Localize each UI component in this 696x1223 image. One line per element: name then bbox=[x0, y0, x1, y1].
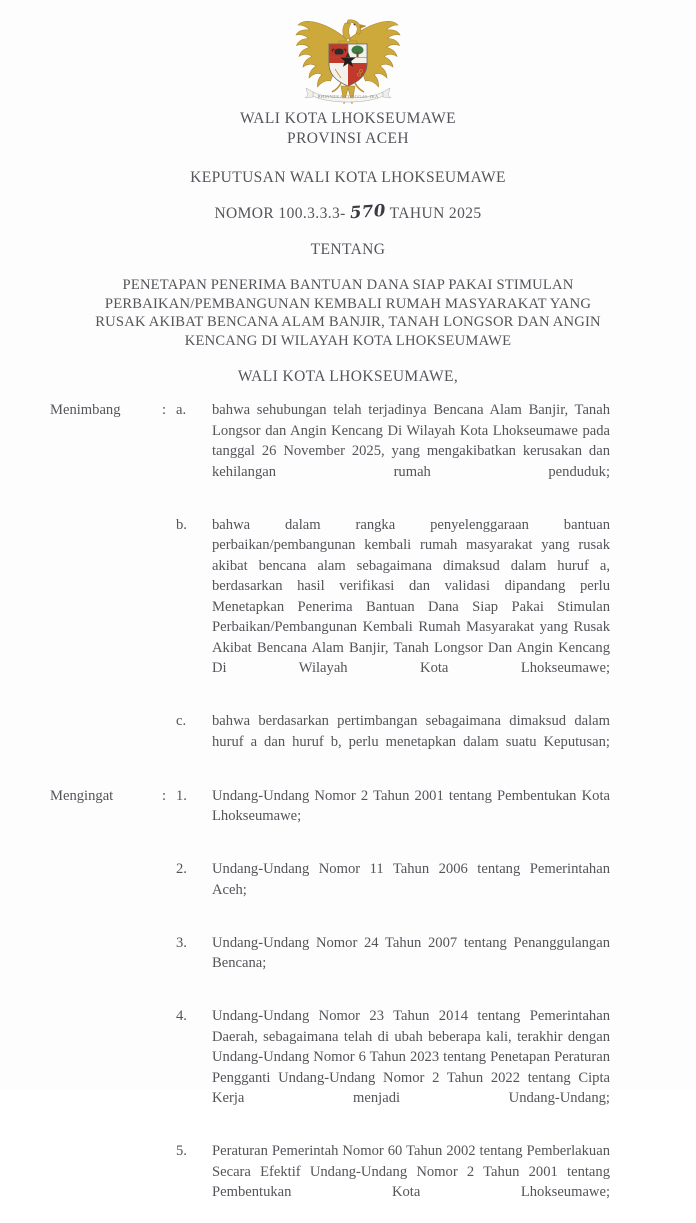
clause-row-mengingat-3 bbox=[50, 933, 610, 995]
mengingat-colon: : bbox=[162, 787, 167, 804]
garuda-pancasila-emblem bbox=[283, 8, 413, 108]
emblem-container bbox=[0, 0, 696, 108]
clause-mark-3: 3. bbox=[176, 934, 187, 951]
clause-text-3: Undang-Undang Nomor 24 Tahun 2007 tentang Penanggulangan Bencana; bbox=[212, 934, 610, 971]
clause-row-mengingat-5 bbox=[50, 1141, 610, 1223]
document-header bbox=[0, 108, 696, 387]
clause-mark-b: b. bbox=[176, 516, 187, 533]
header-line-city: WALI KOTA LHOKSEUMAWE bbox=[240, 110, 456, 127]
tentang-heading: TENTANG bbox=[310, 241, 386, 258]
title-line-4: KENCANG DI WILAYAH KOTA LHOKSEUMAWE bbox=[184, 332, 512, 349]
clause-mark-2: 2. bbox=[176, 861, 187, 877]
signatory-heading: WALI KOTA LHOKSEUMAWE, bbox=[237, 368, 459, 385]
menimbang-colon: : bbox=[162, 402, 167, 418]
decision-heading: KEPUTUSAN WALI KOTA LHOKSEUMAWE bbox=[190, 169, 506, 186]
clause-text-2: Undang-Undang Nomor 11 Tahun 2006 tentang Pemerintahan Aceh; bbox=[212, 861, 610, 898]
clause-text-c: bahwa berdasarkan pertimbangan sebagaimana dimaksud dalam huruf a dan huruf b, perlu menetapkan dalam suatu Keputusan; bbox=[212, 713, 610, 750]
nomor-suffix: TAHUN 2025 bbox=[389, 205, 482, 222]
clause-mark-4: 4. bbox=[176, 1008, 187, 1024]
header-line-province: PROVINSI ACEH bbox=[287, 130, 409, 147]
clause-row-menimbang-c bbox=[50, 711, 610, 773]
clause-mark-a: a. bbox=[176, 402, 187, 418]
nomor-handwritten-value: 570 bbox=[348, 200, 387, 223]
clause-row-mengingat-4 bbox=[50, 1006, 610, 1129]
clause-row-menimbang-b bbox=[50, 515, 610, 700]
menimbang-label: Menimbang bbox=[50, 402, 121, 418]
clause-text-1: Undang-Undang Nomor 2 Tahun 2001 tentang Pembentukan Kota Lhokseumawe; bbox=[212, 787, 610, 824]
clauses-container bbox=[0, 400, 696, 1223]
decision-number-line bbox=[0, 202, 696, 225]
pancasila-shield bbox=[329, 44, 367, 86]
clause-text-b: bahwa dalam rangka penyelenggaraan bantuan perbaikan/pembangunan kembali rumah masyarakat yang rusak akibat bencana alam sebagaimana dimaksud dalam huruf a, berdasarkan hasil verifikasi dan validasi dipandang perlu Menetapkan Penerima Bantuan Dana Siap Pakai Stimulan Perbaikan/Pembangunan Kembali Rumah Masyarakat yang Rusak Akibat Bencana Alam Banjir, Tanah Longsor Dan Angin Kencang Di Wilayah Kota Lhokseumawe; bbox=[212, 516, 610, 676]
clause-mark-1: 1. bbox=[176, 787, 187, 804]
clause-mark-5: 5. bbox=[176, 1143, 187, 1159]
svg-text:BHINNEKA TUNGGAL IKA: BHINNEKA TUNGGAL IKA bbox=[317, 94, 379, 99]
title-line-2: PERBAIKAN/PEMBANGUNAN KEMBALI RUMAH MASYARAKAT YANG bbox=[104, 295, 592, 312]
clause-row-menimbang-a bbox=[50, 400, 610, 503]
title-line-3: RUSAK AKIBAT BENCANA ALAM BANJIR, TANAH LONGSOR DAN ANGIN bbox=[95, 314, 601, 330]
clause-text-a: bahwa sehubungan telah terjadinya Bencana Alam Banjir, Tanah Longsor dan Angin Kencang Di Wilayah Kota Lhokseumawe pada tanggal 26 November 2025, yang mengakibatkan kerusakan dan kehilangan rumah penduduk; bbox=[212, 402, 610, 480]
motto-ribbon bbox=[305, 88, 391, 102]
clause-text-5: Peraturan Pemerintah Nomor 60 Tahun 2002 tentang Pemberlakuan Secara Efektif Undang-Undang Nomor 2 Tahun 2001 tentang Pembentukan Kota Lhokseumawe; bbox=[212, 1143, 610, 1200]
clause-mark-c: c. bbox=[176, 713, 187, 729]
clause-row-mengingat-1 bbox=[50, 786, 610, 848]
mengingat-label: Mengingat bbox=[50, 787, 114, 804]
nomor-prefix: NOMOR 100.3.3.3- bbox=[214, 205, 346, 222]
document-title bbox=[0, 276, 696, 350]
clause-text-4: Undang-Undang Nomor 23 Tahun 2014 tentang Pemerintahan Daerah, sebagaimana telah di ubah beberapa kali, terakhir dengan Undang-Undang Nomor 6 Tahun 2023 tentang Penetapan Peraturan Pengganti Undang-Undang Nomor 2 Tahun 2022 tentang Cipta Kerja menjadi Undang-Undang; bbox=[212, 1008, 610, 1106]
title-line-1: PENETAPAN PENERIMA BANTUAN DANA SIAP PAKAI STIMULAN bbox=[122, 277, 574, 293]
clause-row-mengingat-2 bbox=[50, 859, 610, 921]
